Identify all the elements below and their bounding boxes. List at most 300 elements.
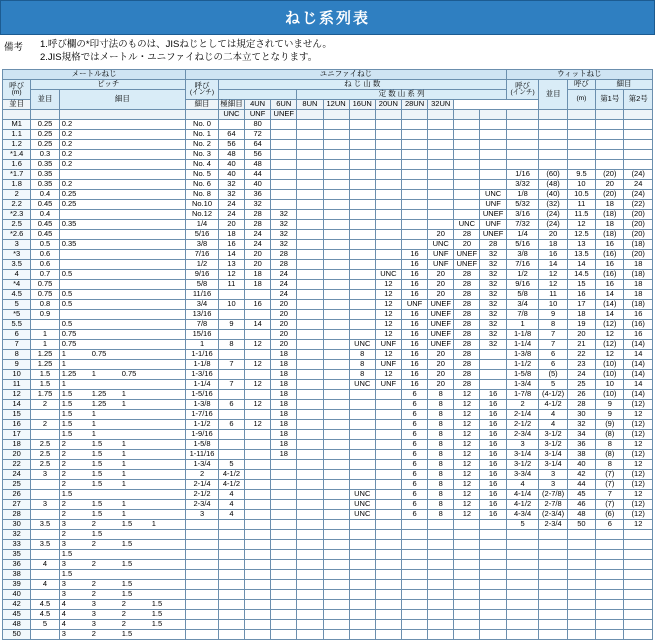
unified-series-cell [297, 559, 323, 569]
unified-unf-cell [245, 549, 271, 559]
whitworth-no1-cell [596, 529, 624, 539]
metric-name-cell: 11 [3, 379, 31, 389]
table-row [3, 169, 653, 179]
unified-series-cell [297, 369, 323, 379]
unified-series-cell: 16 [401, 329, 427, 339]
whitworth-mm-cell [567, 629, 595, 639]
unified-series-cell [480, 549, 506, 559]
unified-name-cell: 1-3/4 [186, 459, 219, 469]
unified-series-cell [401, 209, 427, 219]
unified-series-cell [323, 599, 349, 609]
unified-unef-cell [271, 529, 297, 539]
unified-series-cell [454, 519, 480, 529]
whitworth-no1-cell [596, 629, 624, 639]
unified-series-cell [297, 179, 323, 189]
unified-series-cell [323, 139, 349, 149]
unified-name-cell [186, 519, 219, 529]
unified-series-cell: 32 [480, 309, 506, 319]
whitworth-name-cell: 4-3/4 [506, 509, 539, 519]
unified-unef-cell: 18 [271, 389, 297, 399]
metric-fine-cell: 0.2 [59, 179, 185, 189]
metric-name-cell: 50 [3, 629, 31, 639]
metric-coarse-cell: 3 [31, 499, 59, 509]
unified-unf-cell: 48 [245, 159, 271, 169]
notes-body [40, 39, 655, 65]
whitworth-no2-cell: (14) [624, 339, 653, 349]
header-unef: UNEF [271, 109, 297, 119]
unified-series-cell [375, 529, 401, 539]
unified-series-cell: UNC [454, 219, 480, 229]
metric-coarse-cell: 4 [31, 559, 59, 569]
whitworth-name-cell [506, 629, 539, 639]
unified-series-cell [323, 359, 349, 369]
unified-unef-cell [271, 499, 297, 509]
unified-name-cell: 3/4 [186, 299, 219, 309]
unified-series-cell [428, 619, 454, 629]
unified-series-cell: 28 [454, 329, 480, 339]
group-unified: ユニファイねじ [186, 69, 507, 79]
unified-series-cell [375, 139, 401, 149]
metric-name-cell: 40 [3, 589, 31, 599]
unified-series-cell [401, 539, 427, 549]
metric-coarse-cell: 0.5 [31, 239, 59, 249]
metric-fine-cell: 2 1.5 1 [59, 459, 185, 469]
metric-fine-cell: 2 1.5 [59, 529, 185, 539]
unified-series-cell: 16 [480, 489, 506, 499]
unified-series-cell [323, 539, 349, 549]
unified-series-cell [480, 619, 506, 629]
metric-fine-cell: 1.5 1.25 1 [59, 399, 185, 409]
unified-series-cell [349, 219, 375, 229]
unified-name-cell: 2-1/4 [186, 479, 219, 489]
whitworth-name-cell: 1-1/8 [506, 329, 539, 339]
unified-series-cell: 8 [428, 469, 454, 479]
whitworth-no2-cell: (12) [624, 469, 653, 479]
unified-series-cell [428, 539, 454, 549]
whitworth-coarse-cell [539, 159, 567, 169]
unified-series-cell [323, 269, 349, 279]
unified-series-cell [454, 189, 480, 199]
unified-unef-cell: 24 [271, 279, 297, 289]
unified-series-cell [297, 309, 323, 319]
table-row [3, 459, 653, 469]
whitworth-coarse-cell [539, 559, 567, 569]
unified-series-cell [323, 579, 349, 589]
unified-unf-cell [245, 629, 271, 639]
unified-unef-cell: 18 [271, 409, 297, 419]
whitworth-coarse-cell [539, 589, 567, 599]
unified-unf-cell: 12 [245, 339, 271, 349]
unified-series-cell [349, 259, 375, 269]
metric-coarse-cell: 3.5 [31, 519, 59, 529]
metric-coarse-cell: 1.5 [31, 369, 59, 379]
metric-coarse-cell: 0.75 [31, 279, 59, 289]
whitworth-no1-cell [596, 569, 624, 579]
whitworth-mm-cell: 46 [567, 499, 595, 509]
unified-series-cell [323, 409, 349, 419]
metric-coarse-cell: 1 [31, 339, 59, 349]
table-row [3, 419, 653, 429]
whitworth-coarse-cell [539, 149, 567, 159]
metric-coarse-cell [31, 409, 59, 419]
unified-series-cell: 20 [428, 269, 454, 279]
whitworth-name-cell: 1/16 [506, 169, 539, 179]
whitworth-no1-cell [596, 139, 624, 149]
unified-series-cell [375, 149, 401, 159]
unified-series-cell [375, 519, 401, 529]
metric-fine-cell: 0.2 [59, 159, 185, 169]
metric-coarse-cell: 1.5 [31, 379, 59, 389]
metric-coarse-cell: 5 [31, 619, 59, 629]
unified-series-cell [297, 519, 323, 529]
whitworth-name-cell: 7/8 [506, 309, 539, 319]
unified-series-cell [349, 159, 375, 169]
unified-unf-cell: 24 [245, 239, 271, 249]
whitworth-name-cell [506, 609, 539, 619]
metric-coarse-cell: 0.4 [31, 189, 59, 199]
metric-fine-cell [59, 249, 185, 259]
unified-series-cell [375, 459, 401, 469]
unified-unef-cell [271, 599, 297, 609]
unified-series-cell: UNC [428, 239, 454, 249]
whitworth-no1-cell: 16 [596, 239, 624, 249]
unified-series-cell [349, 189, 375, 199]
unified-series-cell [297, 279, 323, 289]
unified-unc-cell [218, 529, 244, 539]
unified-unef-cell [271, 549, 297, 559]
whitworth-no2-cell: 18 [624, 259, 653, 269]
unified-series-cell [323, 289, 349, 299]
unified-series-cell: UNF [375, 379, 401, 389]
metric-fine-cell: 3 2 1.5 [59, 539, 185, 549]
metric-name-cell: 45 [3, 609, 31, 619]
metric-coarse-cell: 0.25 [31, 119, 59, 129]
header-unified-name: 呼び (インチ) [186, 79, 219, 99]
unified-series-cell [323, 199, 349, 209]
table-row [3, 529, 653, 539]
unified-series-cell [454, 609, 480, 619]
whitworth-mm-cell: 17 [567, 299, 595, 309]
unified-series-cell [297, 299, 323, 309]
unified-series-cell [297, 589, 323, 599]
whitworth-no1-cell: 12 [596, 329, 624, 339]
unified-series-cell [323, 279, 349, 289]
unified-series-cell [323, 399, 349, 409]
whitworth-mm-cell: 19 [567, 319, 595, 329]
whitworth-mm-cell: 11.5 [567, 209, 595, 219]
unified-series-cell: 20 [454, 239, 480, 249]
unified-series-cell: 28 [454, 359, 480, 369]
metric-fine-cell: 1.5 1 [59, 409, 185, 419]
unified-unc-cell: 4 [218, 499, 244, 509]
unified-series-cell: 6 [401, 489, 427, 499]
unified-series-cell: 16 [401, 369, 427, 379]
metric-fine-cell: 3 2 1.5 [59, 629, 185, 639]
unified-series-cell [297, 289, 323, 299]
whitworth-coarse-cell: 16 [539, 249, 567, 259]
whitworth-name-cell: 4-1/2 [506, 499, 539, 509]
unified-series-cell [349, 279, 375, 289]
whitworth-name-cell [506, 559, 539, 569]
unified-unc-cell [218, 579, 244, 589]
whitworth-no2-cell: (18) [624, 239, 653, 249]
table-row [3, 629, 653, 639]
unified-unf-cell: 24 [245, 229, 271, 239]
whitworth-name-cell: 9/16 [506, 279, 539, 289]
whitworth-no1-cell: 8 [596, 439, 624, 449]
header-series-12un: 12UN [323, 99, 349, 109]
unified-unef-cell: 32 [271, 229, 297, 239]
unified-series-cell: UNC [349, 379, 375, 389]
unified-name-cell [186, 559, 219, 569]
whitworth-no2-cell: 14 [624, 349, 653, 359]
unified-series-cell [401, 519, 427, 529]
unified-unc-cell: 4-1/2 [218, 469, 244, 479]
whitworth-mm-cell: 21 [567, 339, 595, 349]
unified-series-cell: 8 [428, 449, 454, 459]
whitworth-name-cell: 2 [506, 399, 539, 409]
whitworth-name-cell [506, 549, 539, 559]
metric-name-cell: 20 [3, 449, 31, 459]
unified-unef-cell: 28 [271, 259, 297, 269]
unified-series-cell [323, 509, 349, 519]
whitworth-no2-cell [624, 539, 653, 549]
table-row [3, 539, 653, 549]
unified-series-cell: 8 [428, 409, 454, 419]
unified-series-cell [454, 129, 480, 139]
unified-series-cell: 8 [428, 439, 454, 449]
metric-name-cell: 1.2 [3, 139, 31, 149]
unified-unc-cell: 32 [218, 189, 244, 199]
metric-name-cell: 33 [3, 539, 31, 549]
whitworth-no2-cell [624, 559, 653, 569]
unified-unef-cell: 20 [271, 329, 297, 339]
unified-unef-cell: 18 [271, 359, 297, 369]
unified-unf-cell [245, 499, 271, 509]
whitworth-mm-cell: 44 [567, 479, 595, 489]
unified-unc-cell: 14 [218, 249, 244, 259]
unified-unf-cell [245, 479, 271, 489]
unified-series-cell [323, 479, 349, 489]
unified-series-cell [480, 609, 506, 619]
metric-name-cell: *2.3 [3, 209, 31, 219]
unified-series-cell [323, 169, 349, 179]
metric-coarse-cell: 0.25 [31, 129, 59, 139]
metric-name-cell: 12 [3, 389, 31, 399]
unified-series-cell: 8 [428, 479, 454, 489]
whitworth-name-cell: 5/16 [506, 239, 539, 249]
metric-coarse-cell: 2.5 [31, 449, 59, 459]
whitworth-name-cell [506, 589, 539, 599]
unified-series-cell [454, 589, 480, 599]
table-row [3, 139, 653, 149]
unified-unc-cell [218, 329, 244, 339]
unified-unf-cell [245, 289, 271, 299]
unified-series-cell [349, 569, 375, 579]
unified-unf-cell: 16 [245, 299, 271, 309]
unified-unf-cell [245, 459, 271, 469]
unified-unf-cell [245, 589, 271, 599]
unified-series-cell [349, 269, 375, 279]
unified-series-cell [428, 179, 454, 189]
metric-fine-cell: 4 3 2 1.5 [59, 599, 185, 609]
table-row [3, 599, 653, 609]
whitworth-no1-cell: (7) [596, 479, 624, 489]
metric-name-cell: 42 [3, 599, 31, 609]
whitworth-coarse-cell: 7 [539, 339, 567, 349]
unified-series-cell: 16 [401, 289, 427, 299]
metric-coarse-cell: 0.45 [31, 229, 59, 239]
unified-series-cell: 12 [375, 279, 401, 289]
unified-series-cell [480, 579, 506, 589]
metric-fine-cell: 1 0.75 [59, 349, 185, 359]
unified-series-cell [349, 429, 375, 439]
whitworth-coarse-cell: (4-1/2) [539, 389, 567, 399]
whitworth-name-cell: 3/32 [506, 179, 539, 189]
unified-unc-cell: 9 [218, 319, 244, 329]
unified-series-cell [349, 589, 375, 599]
whitworth-no2-cell [624, 549, 653, 559]
whitworth-no2-cell: 14 [624, 379, 653, 389]
unified-series-cell [428, 189, 454, 199]
table-row [3, 269, 653, 279]
metric-fine-cell: 0.2 [59, 139, 185, 149]
metric-coarse-cell: 0.9 [31, 309, 59, 319]
whitworth-no2-cell: (24) [624, 189, 653, 199]
whitworth-no2-cell [624, 589, 653, 599]
whitworth-no2-cell: (18) [624, 299, 653, 309]
unified-series-cell [349, 619, 375, 629]
unified-unf-cell: 28 [245, 209, 271, 219]
unified-series-cell: 12 [375, 329, 401, 339]
unified-series-cell: 6 [401, 449, 427, 459]
unified-series-cell: UNF [428, 249, 454, 259]
group-whitworth: ウィットねじ [506, 69, 652, 79]
unified-unc-cell [218, 549, 244, 559]
note-line-2: 2.JIS規格ではメートル・ユニファイねじの二本立てとなります。 [40, 51, 318, 63]
spacer-w-coarse [539, 109, 567, 119]
unified-series-cell: 8 [428, 509, 454, 519]
unified-series-cell: UNC [349, 489, 375, 499]
metric-fine-cell: 3 2 1.5 [59, 579, 185, 589]
whitworth-mm-cell: 50 [567, 519, 595, 529]
unified-series-cell: 32 [480, 319, 506, 329]
unified-unc-cell [218, 439, 244, 449]
whitworth-no1-cell [596, 539, 624, 549]
unified-unef-cell [271, 479, 297, 489]
metric-coarse-cell [31, 319, 59, 329]
unified-series-cell [375, 399, 401, 409]
unified-series-cell [454, 559, 480, 569]
table-row [3, 229, 653, 239]
unified-name-cell: 1/4 [186, 219, 219, 229]
whitworth-no2-cell: (16) [624, 319, 653, 329]
whitworth-coarse-cell: 7 [539, 329, 567, 339]
unified-series-cell [428, 569, 454, 579]
whitworth-no1-cell [596, 159, 624, 169]
unified-series-cell: 12 [454, 429, 480, 439]
whitworth-no1-cell: (9) [596, 419, 624, 429]
metric-name-cell: 2 [3, 189, 31, 199]
whitworth-mm-cell: 13 [567, 239, 595, 249]
unified-series-cell: 28 [454, 229, 480, 239]
metric-coarse-cell: 0.3 [31, 149, 59, 159]
metric-name-cell: 17 [3, 429, 31, 439]
metric-name-cell: 36 [3, 559, 31, 569]
whitworth-mm-cell: 42 [567, 469, 595, 479]
metric-coarse-cell [31, 589, 59, 599]
notes-label: 備考 [4, 42, 24, 53]
unified-unc-cell [218, 519, 244, 529]
table-row [3, 319, 653, 329]
unified-series-cell [454, 119, 480, 129]
whitworth-no2-cell [624, 629, 653, 639]
unified-unf-cell: 28 [245, 219, 271, 229]
metric-name-cell: 4 [3, 269, 31, 279]
whitworth-name-cell: 1-7/8 [506, 389, 539, 399]
unified-series-cell [428, 169, 454, 179]
unified-series-cell: 12 [375, 349, 401, 359]
metric-name-cell: 1.8 [3, 179, 31, 189]
unified-series-cell [297, 149, 323, 159]
whitworth-mm-cell: 26 [567, 389, 595, 399]
header-unified-coarse: 並目 [3, 99, 31, 109]
metric-coarse-cell: 4 [31, 579, 59, 589]
unified-name-cell: 7/8 [186, 319, 219, 329]
unified-series-cell [401, 559, 427, 569]
metric-name-cell: 2.2 [3, 199, 31, 209]
unified-series-cell [401, 199, 427, 209]
whitworth-no1-cell [596, 149, 624, 159]
metric-name-cell: M1 [3, 119, 31, 129]
unified-series-cell [323, 189, 349, 199]
whitworth-coarse-cell: 14 [539, 259, 567, 269]
unified-series-cell [480, 519, 506, 529]
header-w-fine-unit: 呼び [567, 79, 595, 89]
unified-series-cell [323, 319, 349, 329]
unified-series-cell: UNEF [480, 229, 506, 239]
unified-series-cell [480, 599, 506, 609]
unified-series-cell [428, 589, 454, 599]
unified-series-cell [401, 159, 427, 169]
metric-name-cell: 9 [3, 359, 31, 369]
metric-coarse-cell: 1.75 [31, 389, 59, 399]
unified-unc-cell: 4 [218, 489, 244, 499]
unified-series-cell: 28 [454, 299, 480, 309]
metric-fine-cell: 0.35 [59, 239, 185, 249]
unified-series-cell [297, 409, 323, 419]
unified-name-cell: 1-1/2 [186, 419, 219, 429]
whitworth-name-cell [506, 579, 539, 589]
unified-unf-cell [245, 489, 271, 499]
table-row [3, 589, 653, 599]
unified-series-cell [349, 399, 375, 409]
spacer-metric-1 [3, 109, 31, 119]
unified-unef-cell [271, 619, 297, 629]
unified-series-cell [428, 559, 454, 569]
metric-name-cell: *1.7 [3, 169, 31, 179]
whitworth-coarse-cell [539, 539, 567, 549]
header-pitch-fine: 細目 [59, 89, 185, 109]
table-row [3, 439, 653, 449]
unified-unf-cell [245, 439, 271, 449]
metric-coarse-cell: 1 [31, 329, 59, 339]
whitworth-name-cell: 3/4 [506, 299, 539, 309]
unified-unf-cell [245, 539, 271, 549]
unified-series-cell [428, 159, 454, 169]
unified-series-cell: UNC [349, 509, 375, 519]
unified-unf-cell [245, 449, 271, 459]
